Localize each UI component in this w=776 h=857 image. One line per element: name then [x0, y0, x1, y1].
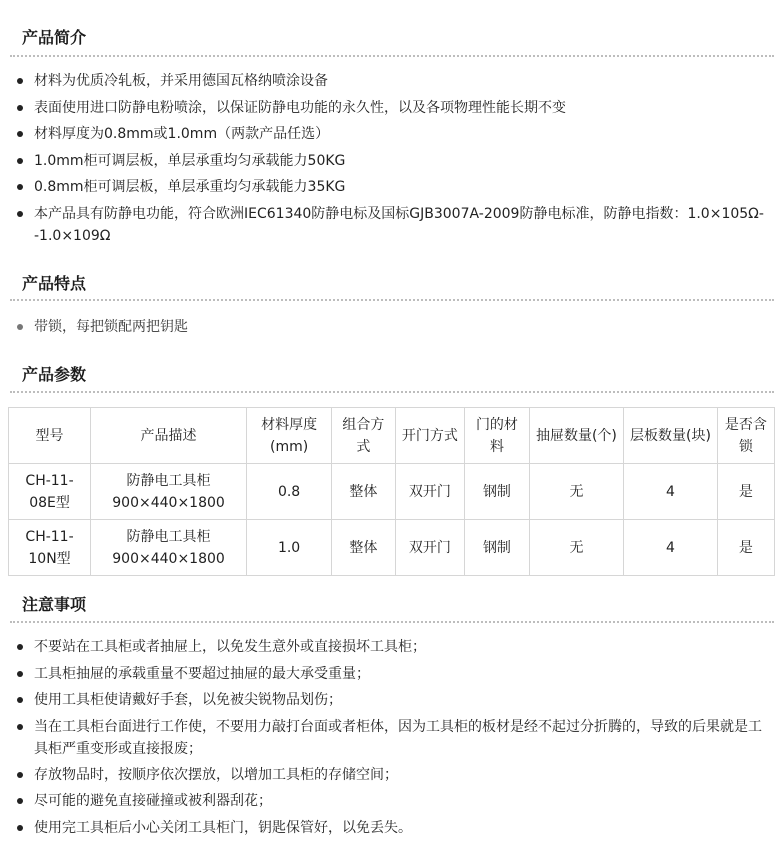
table-cell: CH-11-08E型: [9, 464, 91, 520]
table-cell: 防静电工具柜 900×440×1800: [91, 464, 247, 520]
table-cell: 整体: [332, 520, 395, 576]
list-item: 0.8mm柜可调层板，单层承重均匀承载能力35KG: [0, 174, 776, 201]
list-item: 当在工具柜台面进行工作使，不要用力敲打台面或者柜体，因为工具柜的板材是经不起过分折腾的，导致的后果就是工具柜严重变形或直接报废；: [0, 714, 776, 762]
header-cell: 产品描述: [91, 408, 247, 464]
table-cell: 是: [717, 520, 774, 576]
list-item: 工具柜抽屉的承载重量不要超过抽屉的最大承受重量；: [0, 661, 776, 688]
header-cell: 抽屉数量(个): [529, 408, 624, 464]
divider: [10, 55, 774, 57]
header-cell: 层板数量(块): [624, 408, 718, 464]
table-cell: 防静电工具柜 900×440×1800: [91, 520, 247, 576]
table-cell: 钢制: [465, 464, 529, 520]
section-title-notes: 注意事项: [22, 595, 87, 614]
table-cell: CH-11-10N型: [9, 520, 91, 576]
list-item: 存放物品时，按顺序依次摆放，以增加工具柜的存储空间；: [0, 762, 776, 789]
features-list: [0, 314, 776, 341]
notes-list: [0, 634, 776, 841]
table-cell: 双开门: [395, 520, 465, 576]
section-title-intro: 产品简介: [22, 28, 87, 47]
table-header-row: [9, 408, 775, 464]
list-item: 1.0mm柜可调层板，单层承重均匀承载能力50KG: [0, 148, 776, 175]
header-cell: 是否含锁: [717, 408, 774, 464]
intro-list: [0, 68, 776, 249]
list-item: 尽可能的避免直接碰撞或被利器刮花；: [0, 788, 776, 815]
header-cell: 组合方式: [332, 408, 395, 464]
header-cell: 材料厚度(mm): [246, 408, 331, 464]
table-row: [9, 464, 775, 520]
table-cell: 无: [529, 464, 624, 520]
table-cell: 无: [529, 520, 624, 576]
divider: [10, 299, 774, 301]
divider: [10, 621, 774, 623]
section-title-params: 产品参数: [22, 365, 87, 384]
table-cell: 整体: [332, 464, 395, 520]
header-cell: 型号: [9, 408, 91, 464]
section-title-features: 产品特点: [22, 274, 87, 293]
list-item: 带锁，每把锁配两把钥匙: [0, 314, 776, 341]
table-cell: 4: [624, 464, 718, 520]
list-item: 材料厚度为0.8mm或1.0mm（两款产品任选）: [0, 121, 776, 148]
divider: [10, 391, 774, 393]
header-cell: 门的材料: [465, 408, 529, 464]
table-row: [9, 520, 775, 576]
table-cell: 1.0: [246, 520, 331, 576]
list-item: 使用完工具柜后小心关闭工具柜门，钥匙保管好，以免丢失。: [0, 815, 776, 842]
table-cell: 0.8: [246, 464, 331, 520]
header-cell: 开门方式: [395, 408, 465, 464]
table-cell: 钢制: [465, 520, 529, 576]
list-item: 本产品具有防静电功能，符合欧洲IEC61340防静电标及国标GJB3007A-2009防静电标准，防静电指数：1.0×105Ω--1.0×109Ω: [0, 201, 776, 249]
list-item: 不要站在工具柜或者抽屉上，以免发生意外或直接损坏工具柜；: [0, 634, 776, 661]
list-item: 表面使用进口防静电粉喷涂，以保证防静电功能的永久性，以及各项物理性能长期不变: [0, 95, 776, 122]
table-cell: 是: [717, 464, 774, 520]
params-table: [8, 407, 775, 576]
table-cell: 4: [624, 520, 718, 576]
list-item: 材料为优质冷轧板，并采用德国瓦格纳喷涂设备: [0, 68, 776, 95]
table-cell: 双开门: [395, 464, 465, 520]
list-item: 使用工具柜使请戴好手套，以免被尖锐物品划伤；: [0, 687, 776, 714]
